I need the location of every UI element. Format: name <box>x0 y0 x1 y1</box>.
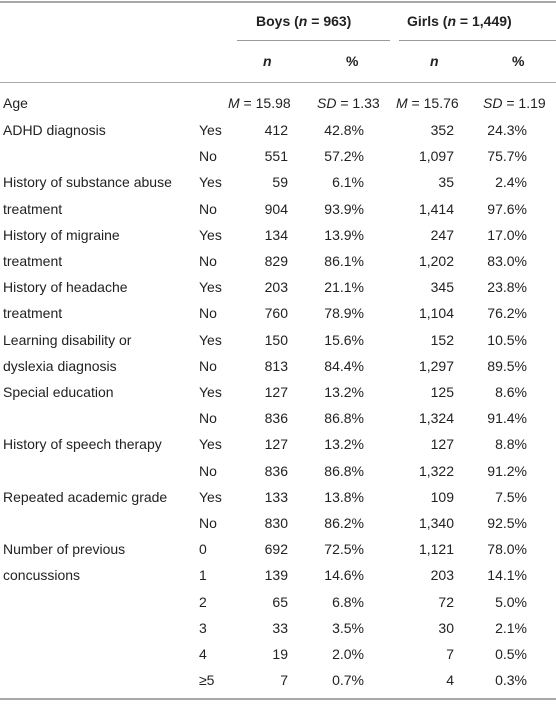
girls-n-cell: 4 <box>446 672 454 689</box>
boys-pct-cell: 86.8% <box>324 462 364 479</box>
boys-pct-cell: 13.2% <box>324 384 364 400</box>
girls-pct-cell: 97.6% <box>487 200 527 217</box>
girls-pct-cell: 92.5% <box>487 515 527 531</box>
girls-pct-cell: 24.3% <box>487 122 527 138</box>
boys-age-sd: SD = 1.33 <box>317 95 380 111</box>
level-cell: No <box>199 253 217 269</box>
variable-label: ADHD diagnosis <box>3 122 106 138</box>
girls-n-cell: 152 <box>430 331 454 348</box>
girls-pct-cell: 17.0% <box>487 226 527 243</box>
girls-n-cell: 30 <box>438 619 454 636</box>
girls-n-cell: 127 <box>430 436 454 453</box>
variable-label: Number of previous <box>3 541 126 558</box>
boys-pct-cell: 72.5% <box>324 541 364 558</box>
girls-n-cell: 72 <box>438 593 454 610</box>
boys-pct-cell: 93.9% <box>324 200 364 217</box>
variable-label: dyslexia diagnosis <box>3 357 117 374</box>
boys-pct-cell: 86.8% <box>324 410 364 427</box>
boys-n-cell: 7 <box>280 672 288 689</box>
girls-pct-cell: 91.2% <box>487 462 527 479</box>
boys-pct-cell: 6.1% <box>332 174 364 191</box>
boys-pct-cell: 21.1% <box>324 279 364 296</box>
boys-n-cell: 33 <box>272 619 288 636</box>
boys-n-cell: 760 <box>264 305 288 322</box>
boys-pct-cell: 78.9% <box>324 305 364 322</box>
boys-n-cell: 139 <box>264 567 288 584</box>
level-cell: No <box>199 410 217 427</box>
boys-pct-cell: 84.4% <box>324 357 364 374</box>
level-cell: 4 <box>199 646 207 662</box>
girls-pct-cell: 10.5% <box>487 331 527 348</box>
boys-n-cell: 904 <box>264 200 288 217</box>
header-rule <box>0 82 556 83</box>
girls-n-header: n <box>430 53 439 69</box>
boys-n-cell: 134 <box>264 226 288 243</box>
girls-pct-cell: 14.1% <box>487 567 527 584</box>
variable-label: History of substance abuse <box>3 174 172 191</box>
boys-pct-cell: 86.1% <box>324 253 364 269</box>
variable-label: History of headache <box>3 279 128 296</box>
girls-n-cell: 247 <box>430 226 454 243</box>
table-top-rule <box>0 1 556 3</box>
level-cell: ≥5 <box>199 672 215 689</box>
girls-age-mean: M = 15.76 <box>396 95 459 111</box>
girls-pct-cell: 83.0% <box>487 253 527 269</box>
level-cell: Yes <box>199 488 222 505</box>
level-cell: Yes <box>199 331 222 348</box>
girls-pct-cell: 2.4% <box>495 174 527 191</box>
variable-label: Repeated academic grade <box>3 488 168 505</box>
girls-n-cell: 1,097 <box>418 148 454 165</box>
boys-n-cell: 829 <box>264 253 288 269</box>
girls-n-cell: 1,104 <box>418 305 454 322</box>
boys-n-cell: 65 <box>272 593 288 610</box>
girls-n-cell: 1,322 <box>418 462 454 479</box>
boys-group-header: Boys (n = 963) <box>256 13 352 29</box>
boys-n-cell: 813 <box>264 357 288 374</box>
girls-n-cell: 203 <box>430 567 454 584</box>
boys-pct-cell: 86.2% <box>324 515 364 531</box>
girls-age-sd: SD = 1.19 <box>483 95 546 111</box>
girls-pct-cell: 8.6% <box>495 384 527 400</box>
boys-pct-cell: 42.8% <box>324 122 364 138</box>
girls-group-header: Girls (n = 1,449) <box>407 13 512 29</box>
girls-n-cell: 1,340 <box>418 515 454 531</box>
girls-pct-cell: 78.0% <box>487 541 527 558</box>
boys-n-header: n <box>263 53 272 69</box>
girls-pct-cell: 7.5% <box>495 488 527 505</box>
girls-pct-cell: 0.3% <box>495 672 527 689</box>
level-cell: Yes <box>199 436 222 453</box>
boys-n-cell: 836 <box>264 462 288 479</box>
boys-group-rule <box>237 40 390 41</box>
variable-label: History of speech therapy <box>3 436 162 453</box>
boys-n-cell: 127 <box>264 436 288 453</box>
level-cell: Yes <box>199 384 222 400</box>
boys-pct-cell: 0.7% <box>332 672 364 689</box>
girls-pct-cell: 75.7% <box>487 148 527 165</box>
girls-n-cell: 1,121 <box>418 541 454 558</box>
girls-n-cell: 1,414 <box>418 200 454 217</box>
girls-pct-cell: 23.8% <box>487 279 527 296</box>
boys-n-cell: 830 <box>264 515 288 531</box>
boys-pct-cell: 13.2% <box>324 436 364 453</box>
level-cell: 3 <box>199 619 207 636</box>
boys-n-cell: 19 <box>272 646 288 662</box>
boys-n-cell: 203 <box>264 279 288 296</box>
boys-pct-cell: 15.6% <box>324 331 364 348</box>
variable-label: treatment <box>3 200 63 217</box>
level-cell: No <box>199 200 217 217</box>
girls-n-cell: 125 <box>430 384 454 400</box>
boys-pct-cell: 6.8% <box>332 593 364 610</box>
boys-n-cell: 150 <box>264 331 288 348</box>
boys-n-cell: 692 <box>264 541 288 558</box>
level-cell: No <box>199 515 217 531</box>
girls-group-rule <box>399 40 556 41</box>
level-cell: Yes <box>199 279 222 296</box>
girls-n-cell: 1,202 <box>418 253 454 269</box>
boys-n-cell: 133 <box>264 488 288 505</box>
level-cell: No <box>199 148 217 165</box>
girls-n-cell: 1,297 <box>418 357 454 374</box>
boys-pct-cell: 13.9% <box>324 226 364 243</box>
boys-pct-header: % <box>346 53 359 69</box>
level-cell: No <box>199 305 217 322</box>
girls-pct-cell: 0.5% <box>495 646 527 662</box>
girls-n-cell: 7 <box>446 646 454 662</box>
girls-pct-cell: 89.5% <box>487 357 527 374</box>
boys-n-cell: 836 <box>264 410 288 427</box>
girls-pct-cell: 5.0% <box>495 593 527 610</box>
boys-pct-cell: 14.6% <box>324 567 364 584</box>
girls-n-cell: 352 <box>430 122 454 138</box>
variable-label: concussions <box>3 567 81 584</box>
level-cell: No <box>199 357 217 374</box>
age-label: Age <box>3 95 28 111</box>
boys-n-cell: 127 <box>264 384 288 400</box>
boys-pct-cell: 3.5% <box>332 619 364 636</box>
boys-n-cell: 412 <box>264 122 288 138</box>
boys-n-cell: 59 <box>272 174 288 191</box>
variable-label: History of migraine <box>3 226 120 243</box>
table-bottom-rule <box>0 698 556 700</box>
level-cell: 2 <box>199 593 207 610</box>
girls-pct-cell: 76.2% <box>487 305 527 322</box>
level-cell: No <box>199 462 217 479</box>
boys-pct-cell: 13.8% <box>324 488 364 505</box>
variable-label: Special education <box>3 384 114 400</box>
level-cell: Yes <box>199 122 222 138</box>
girls-n-cell: 345 <box>430 279 454 296</box>
level-cell: Yes <box>199 226 222 243</box>
level-cell: Yes <box>199 174 222 191</box>
boys-n-cell: 551 <box>264 148 288 165</box>
girls-pct-cell: 2.1% <box>495 619 527 636</box>
level-cell: 1 <box>199 567 207 584</box>
boys-pct-cell: 2.0% <box>332 646 364 662</box>
girls-n-cell: 1,324 <box>418 410 454 427</box>
girls-n-cell: 35 <box>438 174 454 191</box>
girls-pct-cell: 91.4% <box>487 410 527 427</box>
boys-pct-cell: 57.2% <box>324 148 364 165</box>
boys-age-mean: M = 15.98 <box>228 95 291 111</box>
variable-label: treatment <box>3 305 63 322</box>
level-cell: 0 <box>199 541 207 558</box>
variable-label: treatment <box>3 253 63 269</box>
girls-pct-header: % <box>512 53 525 69</box>
variable-label: Learning disability or <box>3 331 132 348</box>
girls-n-cell: 109 <box>430 488 454 505</box>
girls-pct-cell: 8.8% <box>495 436 527 453</box>
